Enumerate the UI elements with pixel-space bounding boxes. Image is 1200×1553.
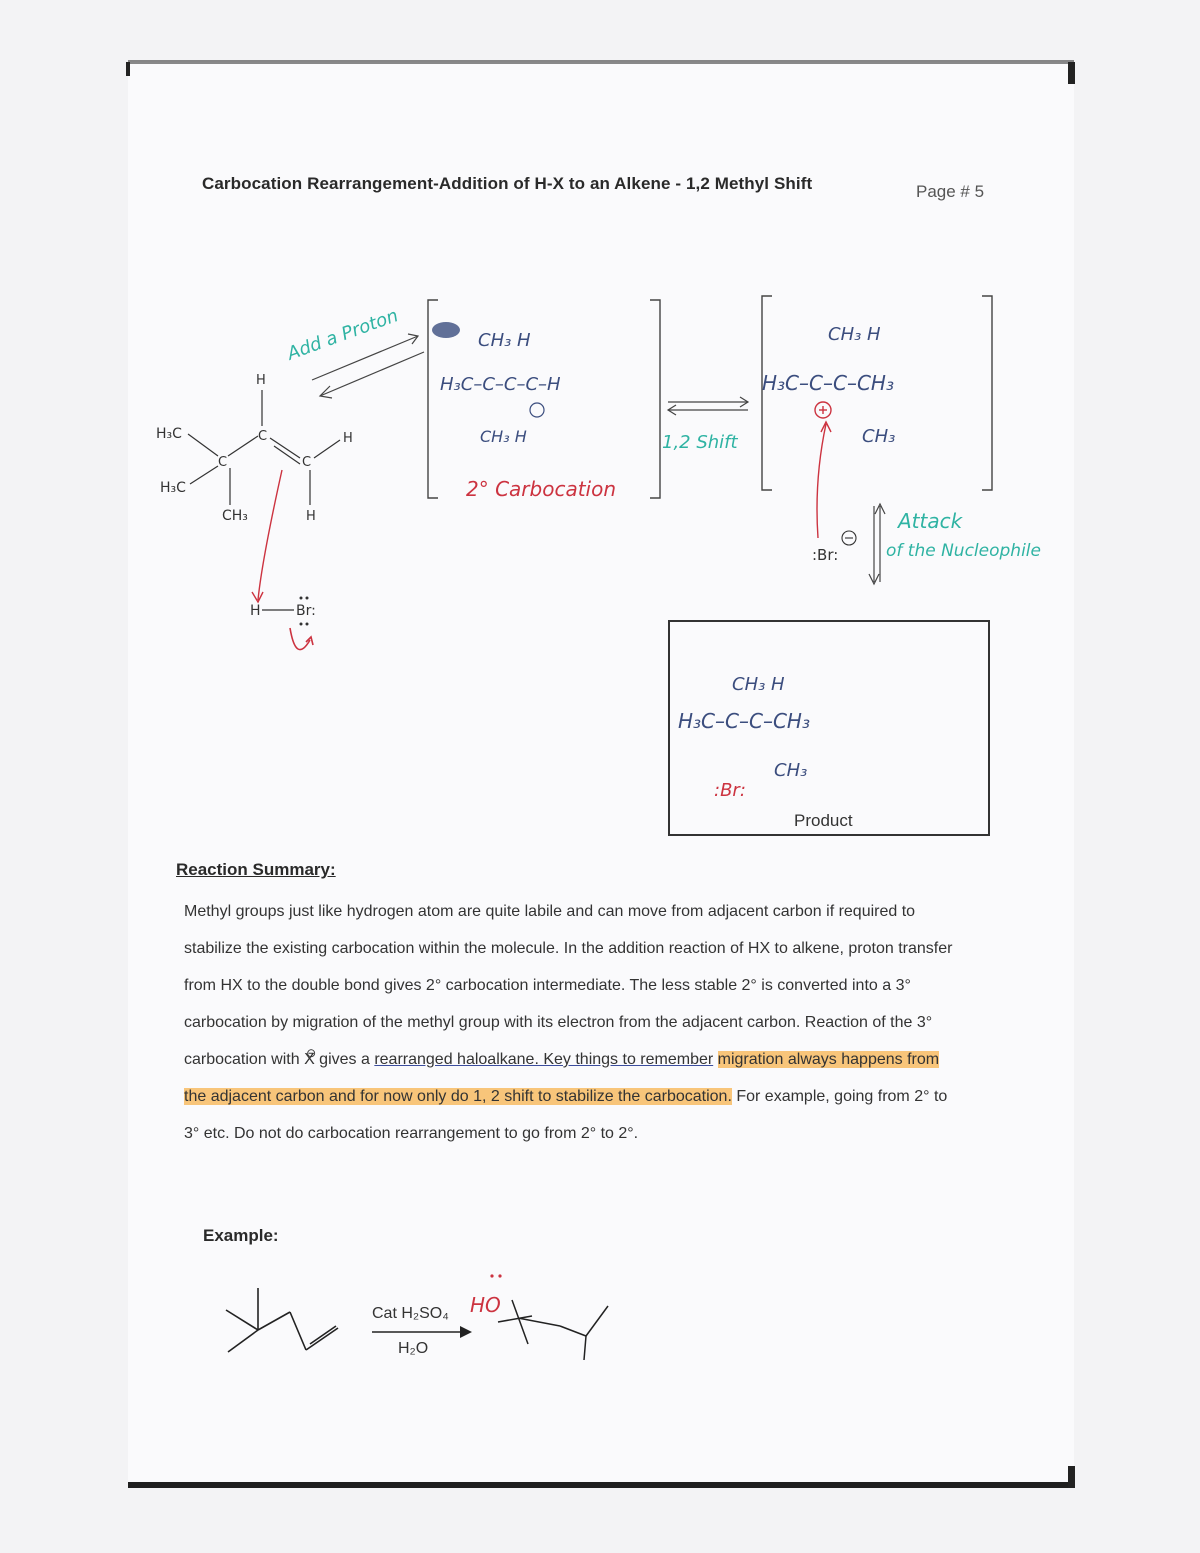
example-heading: Example: <box>203 1226 279 1245</box>
page-number: Page # 5 <box>916 182 985 201</box>
x-anion-symbol: X ⊖ <box>304 1051 315 1068</box>
shift-annotation: 1,2 Shift <box>662 432 738 453</box>
summary-text-2: gives a <box>314 1051 375 1068</box>
summary-text-1: Methyl groups just like hydrogen atom are quite labile and can move from adjacent carbon if required to stabilize the existing carbocation within the molecule. In the addition reaction of HX to alkene, proton transfer from HX to the double bond gives 2° carbocation intermediate. The less stable 2° is converted into a 3° carbocation by migration of the methyl group with its electron from the adjacent carbon. Reaction of the 3° carbocation with <box>184 903 953 1068</box>
example-reagent-catalyst: Cat H₂SO₄ <box>372 1305 449 1322</box>
summary-heading: Reaction Summary: <box>176 860 336 879</box>
shift-equilibrium-arrows <box>662 397 748 453</box>
reactant-label-h3c-bottom: H₃C <box>160 480 186 496</box>
hbr-reagent <box>250 470 316 650</box>
bromide-symbol: :Br: <box>812 546 839 564</box>
reactant-label-c3: C <box>302 455 312 470</box>
summary-text-3 <box>713 1051 717 1068</box>
nucleophile-attack <box>812 422 1041 584</box>
summary-underlined: rearranged haloalkane. Key things to remember <box>374 1051 714 1068</box>
tertiary-carbocation <box>762 296 992 490</box>
hbr-h-label: H <box>250 603 261 619</box>
reactant-label-c2: C <box>258 429 268 444</box>
hbr-br-label: Br: <box>296 603 316 619</box>
tert-line3: CH₃ <box>862 426 896 447</box>
secondary-carbocation <box>428 300 660 501</box>
reactant-label-h3c-top: H₃C <box>156 426 182 442</box>
attack-annotation-line1: Attack <box>898 509 963 533</box>
summary-highlighted: migration always happens from the adjacent carbon and for now only do 1, 2 shift to stabilize the carbocation. <box>184 1051 940 1105</box>
attack-annotation-line2: of the Nucleophile <box>886 541 1041 561</box>
reactant-label-c1: C <box>218 455 228 470</box>
example-reagent-water: H₂O <box>398 1340 429 1357</box>
reactant-label-h-right: H <box>343 431 353 446</box>
add-proton-annotation: Add a Proton <box>284 305 402 365</box>
reactant-label-h-bottom: H <box>306 509 316 524</box>
secondary-carbocation-label: 2° Carbocation <box>466 477 617 501</box>
product-line4: :Br: <box>714 780 746 801</box>
product-line3: CH₃ <box>774 760 808 781</box>
summary-paragraph <box>184 893 964 1152</box>
tert-line2: H₃C–C–C–CH₃ <box>762 371 894 395</box>
page-title: Carbocation Rearrangement-Addition of H-X to an Alkene - 1,2 Methyl Shift <box>202 174 813 193</box>
reactant-alkene <box>156 373 353 524</box>
sec-line3: CH₃ H <box>480 427 527 446</box>
equilibrium-arrows-step1 <box>284 305 424 398</box>
product-label: Product <box>794 811 853 830</box>
reactant-label-ch3: CH₃ <box>222 508 248 524</box>
example-product-group: HO <box>470 1293 501 1317</box>
product-line1: CH₃ H <box>732 674 785 695</box>
product-box <box>668 620 990 836</box>
summary-text-4: For example, going from 2° to 3° etc. Do not do carbocation rearrangement to go from 2° to 2°. <box>184 1088 948 1142</box>
product-line2: H₃C–C–C–CH₃ <box>678 709 810 733</box>
sec-line1: CH₃ H <box>478 330 531 351</box>
tert-line1: CH₃ H <box>828 324 881 345</box>
reactant-label-h-top: H <box>256 373 266 388</box>
sec-line2: H₃C–C–C–C–H <box>440 374 561 395</box>
